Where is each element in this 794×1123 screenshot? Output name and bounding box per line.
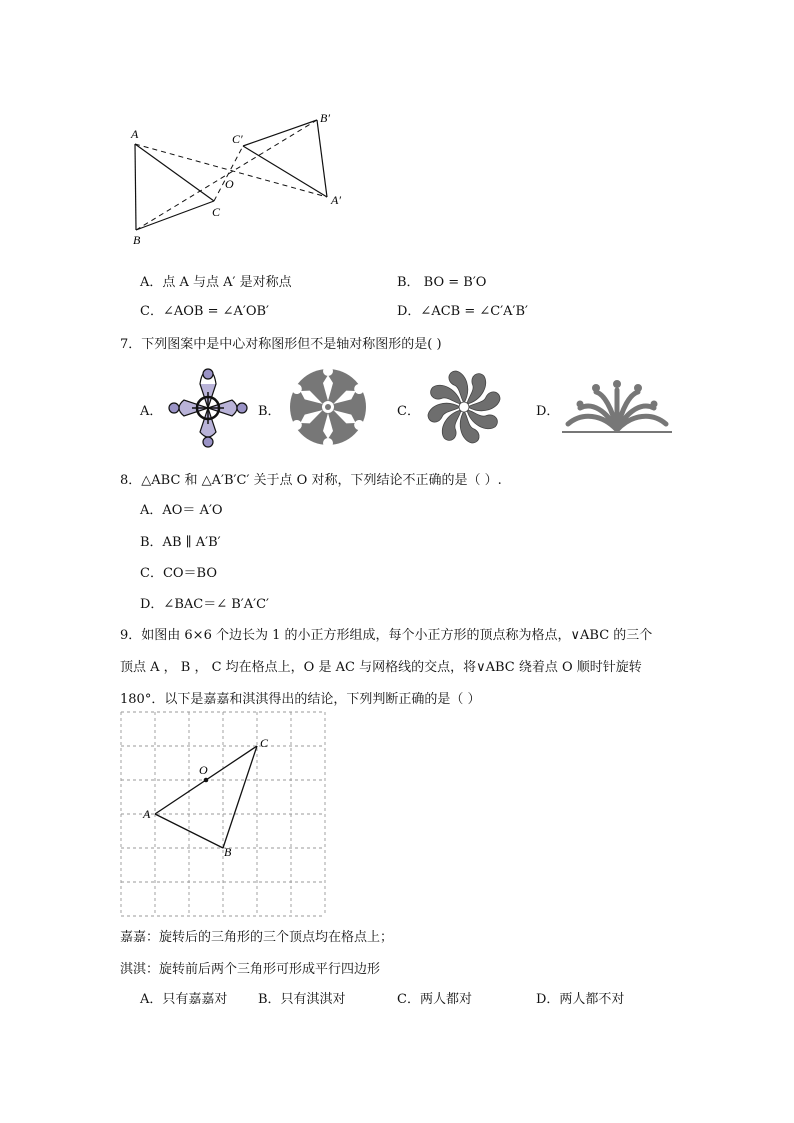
- grid-label-O: O: [199, 763, 208, 777]
- label-O: O: [225, 177, 234, 191]
- grid-label-C: C: [260, 736, 269, 750]
- point-O: [204, 778, 209, 783]
- segment-ApCp: [243, 146, 327, 197]
- q7-label-b[interactable]: B．: [258, 404, 281, 419]
- label-Bp: B′: [320, 111, 330, 125]
- q9-line3: 180°．以下是嘉嘉和淇淇得出的结论，下列判断正确的是（ ）: [120, 692, 481, 707]
- grid-segment-AB: [155, 814, 223, 848]
- grid-segment-BC: [223, 746, 257, 848]
- q8-option-a[interactable]: A．AO＝ A′O: [140, 503, 223, 518]
- segment-AC: [135, 144, 214, 201]
- q9-option-d[interactable]: D．两人都不对: [536, 992, 625, 1007]
- q9-jiajia-claim: 嘉嘉：旋转后的三角形的三个顶点均在格点上；: [120, 930, 394, 945]
- q6-figure: [0, 0, 794, 260]
- label-Ap: A′: [331, 193, 341, 207]
- label-Cp: C′: [232, 132, 243, 146]
- clover-cross-pattern-icon: [166, 366, 250, 450]
- q9-line2: 顶点 A ， B ， C 均在格点上，O 是 AC 与网格线的交点，将∨ABC 绕着点 O 顺时针旋转: [120, 660, 642, 675]
- pinwheel-swirl-pattern-icon: [424, 367, 504, 447]
- grid-label-B: B: [224, 845, 232, 859]
- snowflake-star-pattern-icon: [288, 367, 368, 447]
- segment-ApBp: [317, 120, 327, 197]
- q6-option-c[interactable]: C．∠AOB = ∠A′OB′: [140, 304, 269, 319]
- label-C: C: [212, 205, 221, 219]
- q9-qiqi-claim: 淇淇：旋转前后两个三角形可形成平行四边形: [120, 962, 381, 977]
- segment-BpCp: [243, 120, 317, 146]
- q9-line1: 9．如图由 6×6 个边长为 1 的小正方形组成，每个小正方形的顶点称为格点，∨ABC 的三个: [120, 628, 653, 643]
- grid-label-A: A: [143, 807, 151, 821]
- q7-label-a[interactable]: A．: [140, 404, 163, 419]
- q6-option-d[interactable]: D．∠ACB = ∠C′A′B′: [397, 304, 528, 319]
- q7-label-c[interactable]: C．: [397, 404, 420, 419]
- q9-option-b[interactable]: B．只有淇淇对: [258, 992, 346, 1007]
- label-B: B: [133, 233, 141, 247]
- q7-stem: 7．下列图案中是中心对称图形但不是轴对称图形的是( ): [120, 337, 442, 352]
- q8-option-d[interactable]: D．∠BAC＝∠ B′A′C′: [140, 597, 269, 612]
- q8-stem: 8．△ABC 和 △A′B′C′ 关于点 O 对称，下列结论不正确的是（ ）.: [120, 473, 502, 488]
- q8-option-c[interactable]: C．CO＝BO: [140, 566, 218, 581]
- segment-BC: [136, 201, 214, 230]
- dashed-CCp: [214, 146, 243, 201]
- segment-AB: [135, 144, 136, 230]
- q6-option-a[interactable]: A．点 A 与点 A′ 是对称点: [140, 275, 292, 290]
- fan-leaf-pattern-icon: [562, 374, 672, 434]
- q9-option-a[interactable]: A．只有嘉嘉对: [140, 992, 228, 1007]
- q9-option-c[interactable]: C．两人都对: [397, 992, 472, 1007]
- label-A: A: [131, 127, 139, 141]
- q7-label-d[interactable]: D．: [536, 404, 560, 419]
- q8-option-b[interactable]: B．AB ∥ A′B′: [140, 535, 221, 550]
- q9-grid-figure: [121, 710, 341, 930]
- q6-option-b[interactable]: B． BO = B′O: [397, 275, 487, 290]
